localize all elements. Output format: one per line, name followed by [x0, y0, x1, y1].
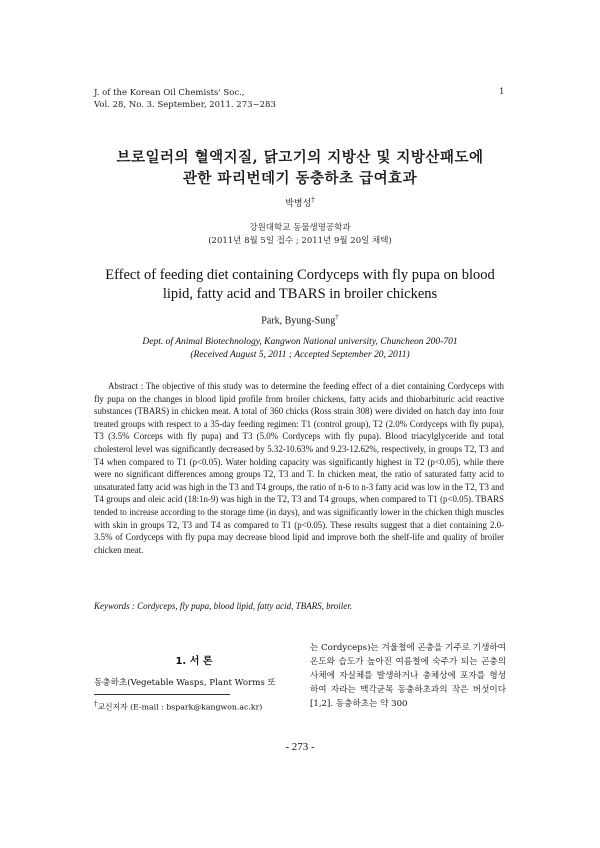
abstract-text: The objective of this study was to determine the feeding effect of a diet containing Cordyceps with fly pupa on the changes in blood lipid profile from broiler chickens, fatty acids and thiobarbituric acid reactive substances (TBARS) in chicken meat. A total of 360 chicks (Ross strain 308) were divided on hatch day into four treated groups with respect to a 35-day feeding regimen: T1 (control group), T2 (2.0% Cordyceps with fly pupa), T3 (3.5% Corceps with fly pupa) and T3 (5.0% Cordyceps with fly pupa). Blood triacylglyceride and total cholesterol level was significantly decreased by 5.32-10.63% and 9.23-12.62%, respectively, in groups T2, T3 and T4 when compared to T1 (p<0.05). Water holding capacity was significantly highest in T2 (p<0.05), while there were no significant differences among groups T2, T3 and T. In chicken meat, the ratio of saturated fatty acid to unsaturated fatty acid was high in the T3 and T4 groups, the ratio of n-6 to n-3 fatty acid was low in the T2, T3 and T4 groups and oleic acid (18:1n-9) was high in the T2, T3 and T4 groups, when compared to T1 (p<0.05). TBARS tended to increase according to the storage time (in days), and was significantly lower in the chicken thigh muscles with skin in groups T2, T3 and T4 as compared to T1 (p<0.05). These results suggest that a diet containing 2.0-3.5% of Cordyceps with fly pupa may decrease blood lipid and improve both the shelf-life and quality of broiler chicken meat.: [94, 381, 504, 555]
header-page-number: 1: [499, 87, 505, 97]
english-title: [60, 266, 540, 304]
journal-citation: [94, 87, 276, 111]
english-title-line-2: lipid, fatty acid and TBARS in broiler chickens: [162, 286, 438, 302]
korean-author-name: 박병성: [285, 199, 312, 209]
english-author: [60, 313, 540, 326]
english-affiliation-dates: (Received August 5, 2011 ; Accepted September 20, 2011): [190, 350, 410, 360]
abstract-label: Abstract :: [108, 381, 144, 391]
author-mark: †: [335, 313, 339, 321]
korean-affiliation: [60, 222, 540, 248]
body-text-right: 는 Cordyceps)는 겨울철에 곤충을 기주로 기생하여 온도와 습도가 높아진 여름철에 숙주가 되는 곤충의 사체에 자실체를 발생하거나 충체상에 포자를 형성하여 자라는 맥각균목 동충하초과의 작은 버섯이다[1,2]. 동충하초는 약 300: [310, 643, 506, 709]
keywords: [94, 601, 504, 611]
english-author-name: Park, Byung-Sung: [261, 315, 336, 327]
section-heading: 1. 서 론: [175, 656, 213, 667]
footnote-mark: †: [94, 700, 98, 708]
footnote: [94, 700, 262, 713]
author-mark: †: [311, 196, 315, 204]
keywords-text: Cordyceps, fly pupa, blood lipid, fatty acid, TBARS, broiler.: [137, 601, 352, 611]
footnote-divider: [94, 694, 230, 695]
korean-title: [60, 147, 540, 189]
english-affiliation: [60, 336, 540, 362]
korean-title-line-1: 브로일러의 혈액지질, 닭고기의 지방산 및 지방산패도에: [116, 149, 484, 166]
page-number: - 273 -: [285, 741, 315, 753]
korean-affiliation-dept: 강원대학교 동물생명공학과: [249, 223, 351, 233]
korean-affiliation-dates: (2011년 8월 5일 접수 ; 2011년 9월 20일 채택): [208, 236, 392, 246]
footnote-text: 교신저자 (E-mail : bspark@kangwon.ac.kr): [97, 702, 263, 712]
korean-author: [60, 196, 540, 209]
english-affiliation-dept: Dept. of Animal Biotechnology, Kangwon National university, Chuncheon 200-701: [142, 337, 458, 347]
keywords-label: Keywords :: [94, 601, 135, 611]
english-title-line-1: Effect of feeding diet containing Cordyceps with fly pupa on blood: [105, 267, 495, 283]
journal-name: J. of the Korean Oil Chemists' Soc.,: [94, 88, 245, 98]
body-text-left: 동충하초(Vegetable Wasps, Plant Worms 또: [94, 678, 276, 688]
korean-title-line-2: 관한 파리번데기 동충하초 급여효과: [182, 170, 418, 187]
abstract: [94, 380, 504, 556]
journal-volume: Vol. 28, No. 3. September, 2011. 273~283: [94, 100, 276, 110]
